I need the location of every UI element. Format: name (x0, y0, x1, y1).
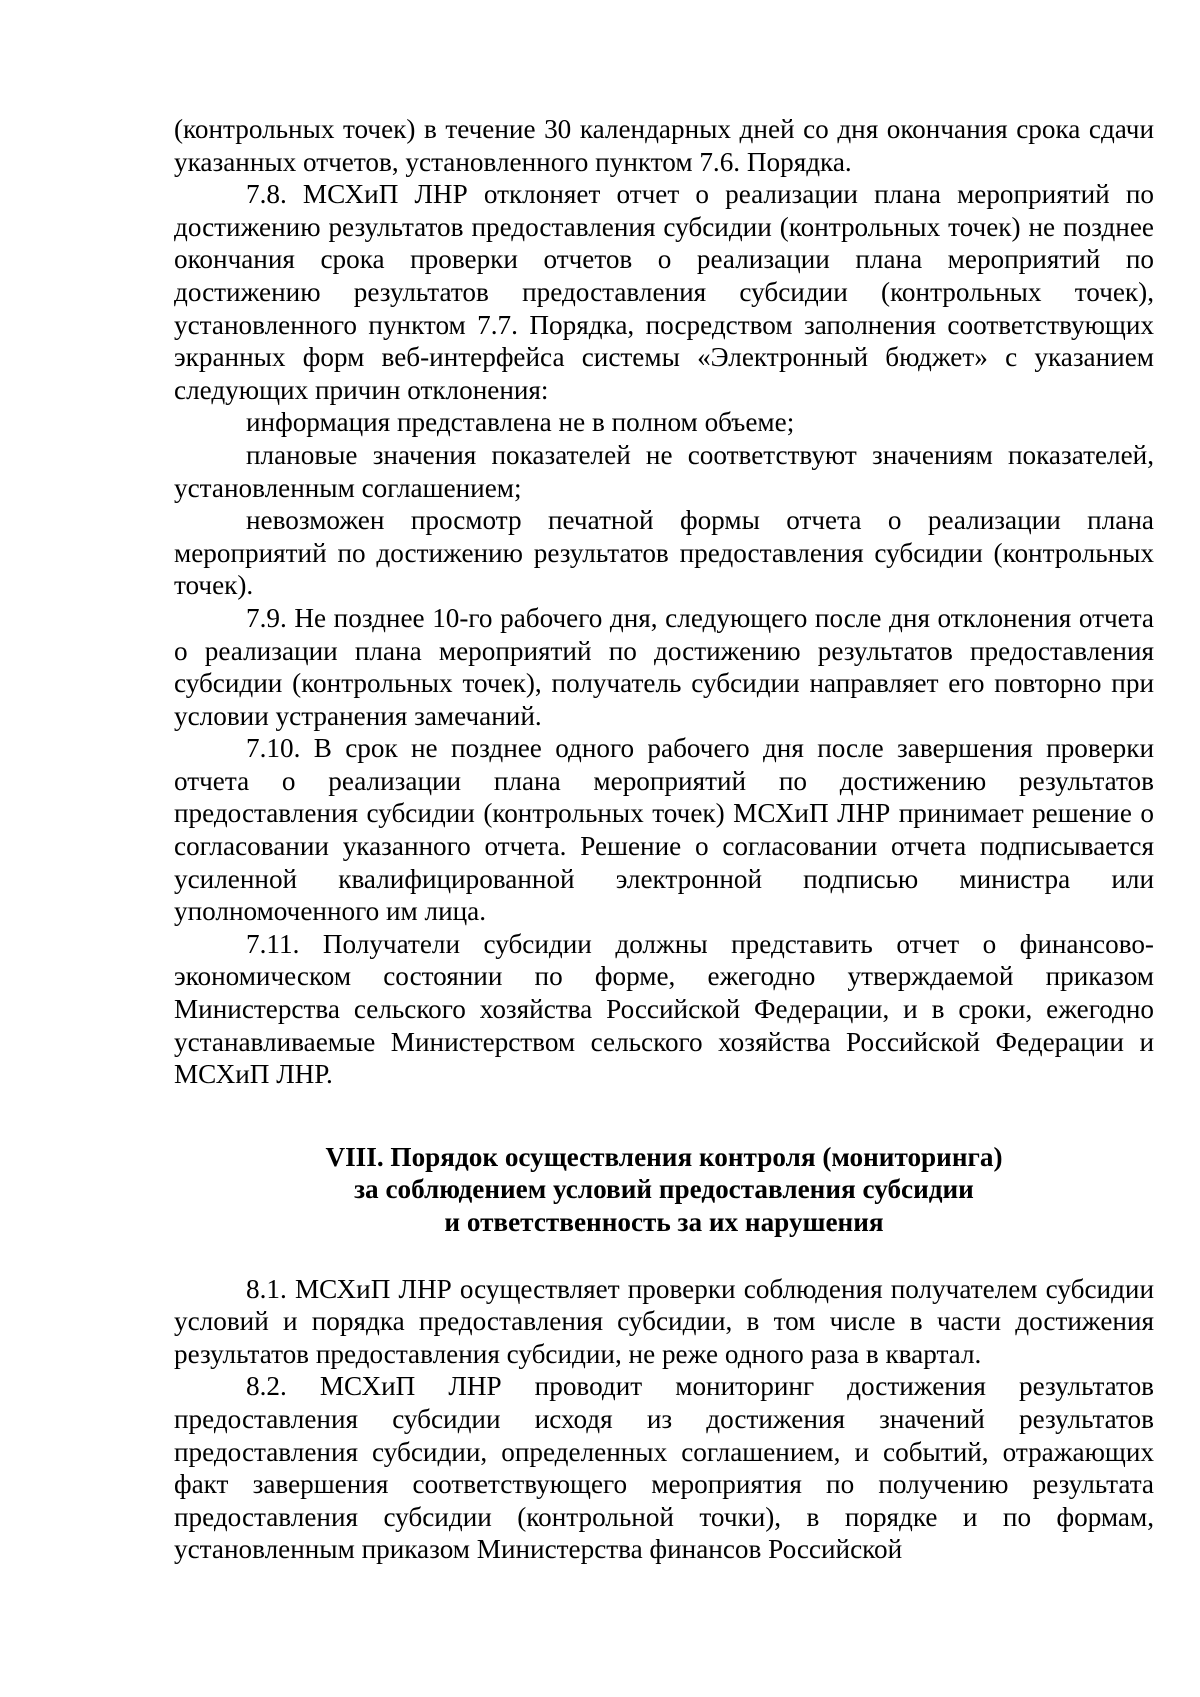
paragraph-7-8: 7.8. МСХиП ЛНР отклоняет отчет о реализации плана мероприятий по достижению результатов предоставления субсидии (контрольных точек) не позднее окончания срока проверки отчетов о реализации плана мероприятий по достижению результатов предоставления субсидии (контрольных точек), установленного пунктом 7.7. Порядка, посредством заполнения соответствующих экранных форм веб-интерфейса системы «Электронный бюджет» с указанием следующих причин отклонения: (174, 179, 1154, 405)
section-heading-line-1: VIII. Порядок осуществления контроля (мониторинга) (325, 1141, 1003, 1172)
paragraph-8-2: 8.2. МСХиП ЛНР проводит мониторинг достижения результатов предоставления субсидии исходя из достижения значений результатов предоставления субсидии, определенных соглашением, и событий, отражающих факт завершения соответствующего мероприятия по получению результата предоставления субсидии (контрольной точки), в порядке и по формам, установленным приказом Министерства финансов Российской (174, 1371, 1154, 1565)
section-heading (174, 1141, 1154, 1239)
document-page (174, 113, 1154, 1566)
paragraph-8-1: 8.1. МСХиП ЛНР осуществляет проверки соблюдения получателем субсидии условий и порядка предоставления субсидии, в том числе в части достижения результатов предоставления субсидии, не реже одного раза в квартал. (174, 1273, 1154, 1369)
section-heading-line-3: и ответственность за их нарушения (444, 1207, 884, 1237)
paragraph-7-9: 7.9. Не позднее 10-го рабочего дня, следующего после дня отклонения отчета о реализации плана мероприятий по достижению результатов предоставления субсидии (контрольных точек), получатель субсидии направляет его повторно при условии устранения замечаний. (174, 602, 1154, 731)
section-heading-line-2: за соблюдением условий предоставления субсидии (354, 1174, 974, 1205)
paragraph-continuation: (контрольных точек) в течение 30 календарных дней со дня окончания срока сдачи указанных отчетов, установленного пунктом 7.6. Порядка. (174, 114, 1154, 177)
list-item-reason-3: невозможен просмотр печатной формы отчета о реализации плана мероприятий по достижению результатов предоставления субсидии (контрольных точек). (174, 505, 1154, 601)
paragraph-7-10: 7.10. В срок не позднее одного рабочего дня после завершения проверки отчета о реализации плана мероприятий по достижению результатов предоставления субсидии (контрольных точек) МСХиП ЛНР принимает решение о согласовании указанного отчета. Решение о согласовании отчета подписывается усиленной квалифицированной электронной подписью министра или уполномоченного им лица. (174, 733, 1154, 927)
paragraph-7-11: 7.11. Получатели субсидии должны представить отчет о финансово-экономическом состоянии по форме, ежегодно утверждаемой приказом Министерства сельского хозяйства Российской Федерации, и в сроки, ежегодно устанавливаемые Министерством сельского хозяйства Российской Федерации и МСХиП ЛНР. (174, 928, 1154, 1090)
list-item-reason-2: плановые значения показателей не соответствуют значениям показателей, установленным соглашением; (174, 439, 1154, 503)
list-item-reason-1: информация представлена не в полном объеме; (246, 407, 795, 438)
